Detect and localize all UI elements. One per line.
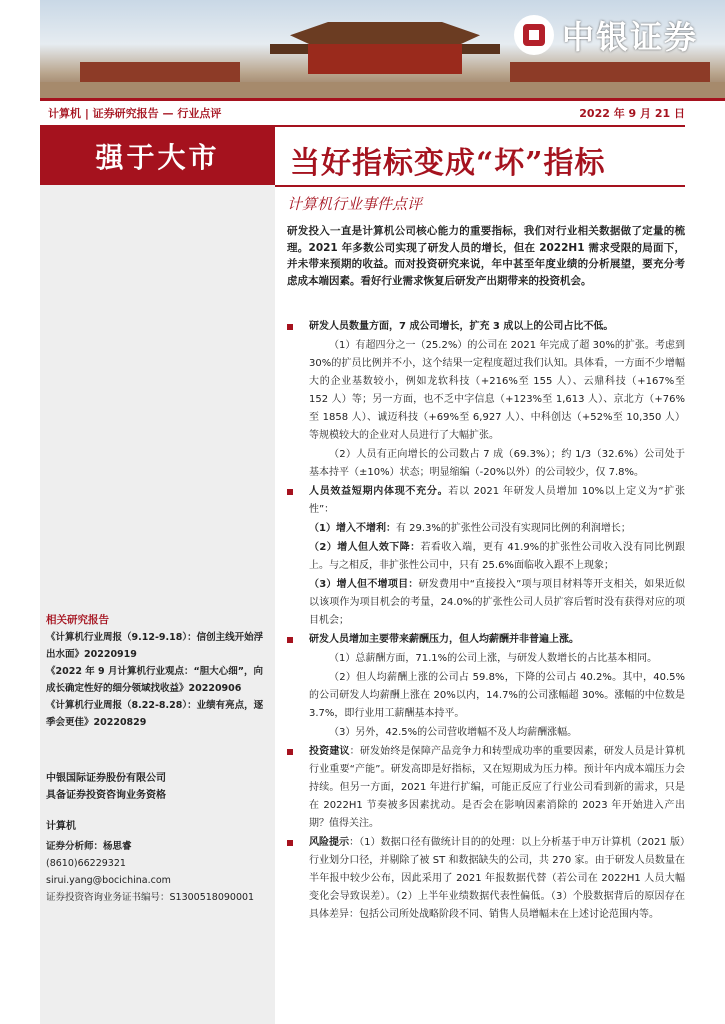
report-subtitle: 计算机行业事件点评: [287, 195, 423, 213]
industry-label: 计算机: [46, 821, 76, 832]
related-reports: [46, 612, 268, 731]
analyst-name: 证券分析师：杨思睿: [46, 841, 132, 852]
list-item: （1）增入不增利：有 29.3%的扩张性公司没有实现同比例的利润增长；: [309, 523, 631, 534]
related-report-link[interactable]: 《2022 年 9 月计算机行业观点：“胆大心细”，向成长确定性好的细分领域找收益》20220906: [46, 666, 263, 694]
paragraph: （2）但人均薪酬上涨的公司占 59.8%，下降的公司占 40.2%。其中，40.5%的公司研发人均薪酬上涨在 20%以内，14.7%的公司涨幅超 30%。涨幅的中位数是 3.7%，即行业用工薪酬基本持平。: [309, 672, 685, 719]
paragraph: （3）另外，42.5%的公司营收增幅不及人均薪酬涨幅。: [329, 727, 578, 738]
section-bullet: 风险提示：（1）数据口径有做统计目的的处理：以上分析基于申万计算机（2021 版）行业划分口径，并剔除了被 ST 和数据缺失的公司，共 270 家。由于研发人员数量在半年报中较少公布，因此采用了 2021 年报数据代替（若公司在 2022H1 人员大幅变化会导致误差）。（2）上半年业绩数据代表性偏低。（3）个股数据背后的原因存在具体差异：包括公司所处战略阶段不同、销售人员增幅未在上述讨论范围内等。: [287, 834, 685, 924]
palace-roof: [290, 22, 480, 44]
bullet-square-icon: [287, 840, 293, 846]
company-logo: [514, 12, 698, 58]
main-content: [287, 318, 685, 925]
paragraph: （1）有超四分之一（25.2%）的公司在 2021 年完成了超 30%的扩张。考虑到 30%的扩员比例并不小，这个结果一定程度超过我们认知。具体看，一方面不少增幅大的企业基数较小，例如龙软科技（+216%至 155 人）、云鼎科技（+167%至 152 人）等；另一方面，也不乏中字信息（+123%至 1,613 人）、京北方（+76%至 1858 人）、诚迈科技（+69%至 6,927 人）、中科创达（+52%至 10,350 人）等规模较大的企业对人员进行了大幅扩张。: [309, 340, 685, 441]
paragraph: （2）人员有正向增长的公司数占 7 成（69.3%）；约 1/3（32.6%）公司处于基本持平（±10%）状态；明显缩编（-20%以外）的公司较少，仅 7.8%。: [309, 449, 685, 478]
bullet-square-icon: [287, 324, 293, 330]
report-meta-bar: [40, 101, 685, 127]
report-title: 当好指标变成“坏”指标: [290, 146, 606, 181]
rating-badge: 强于大市: [40, 127, 275, 185]
bullet-square-icon: [287, 637, 293, 643]
bullet-square-icon: [287, 489, 293, 495]
section-bullet: 人员效益短期内体现不充分。若以 2021 年研发人员增加 10%以上定义为“扩张性”：: [287, 483, 685, 519]
related-report-link[interactable]: 《计算机行业周报（8.22-8.28）：业绩有亮点，逐季会更佳》20220829: [46, 700, 264, 728]
section-bullet: 研发人员数量方面，7 成公司增长，扩充 3 成以上的公司占比不低。: [287, 318, 685, 336]
paragraph: （1）总薪酬方面，71.1%的公司上涨，与研发人数增长的占比基本相同。: [329, 653, 658, 664]
report-date: 2022 年 9 月 21 日: [579, 107, 685, 120]
breadcrumb: 计算机 | 证券研究报告 — 行业点评: [48, 107, 222, 120]
palace-hall: [308, 44, 462, 74]
header-banner-image: [40, 0, 725, 98]
palace-courtyard: [40, 82, 725, 98]
list-item: （3）增人但不增项目：研发费用中“直接投入”项与项目材料等开支相关，如果近似以该项作为项目机会的考量，24.0%的扩张性公司人员扩容后暂时没有获得对应的项目机会；: [309, 579, 685, 626]
analyst-phone: (8610)66229321: [46, 858, 126, 869]
related-report-link[interactable]: 《计算机行业周报（9.12-9.18）：信创主线开始浮出水面》20220919: [46, 632, 264, 660]
analyst-cert: 证券投资咨询业务证书编号：S1300518090001: [46, 892, 255, 903]
section-bullet: 投资建议：研发始终是保障产品竞争力和转型成功率的重要因素，研发人员是计算机行业重要“产能”。研发高即是好指标，又在短期成为压力棒。预计年内成本端压力会持续。但另一方面，2021 年进行扩编，可能正反应了行业公司看到新的需求，只是在 2022H1 节奏被多因素扰动。是否会在影响因素消除的 2023 年开始进入产出期？值得关注。: [287, 743, 685, 833]
palace-side-building: [510, 62, 710, 84]
title-divider: [275, 185, 685, 187]
analyst-email[interactable]: sirui.yang@bocichina.com: [46, 875, 171, 886]
analyst-info: [46, 838, 254, 906]
logo-text: 中银证券: [562, 18, 699, 56]
company-qualification: 具备证券投资咨询业务资格: [46, 790, 166, 801]
related-reports-title: 相关研究报告: [46, 614, 109, 626]
company-name: 中银国际证券股份有限公司: [46, 773, 166, 784]
bullet-square-icon: [287, 749, 293, 755]
company-info: [46, 770, 166, 804]
list-item: （2）增人但人效下降：若看收入端，更有 41.9%的扩张性公司收入没有同比例跟上。与之相反，非扩张性公司中，只有 25.6%面临收入跟不上现象；: [309, 542, 685, 571]
palace-side-building: [80, 62, 240, 84]
section-bullet: 研发人员增加主要带来薪酬压力，但人均薪酬并非普遍上涨。: [287, 631, 685, 649]
summary-paragraph: 研发投入一直是计算机公司核心能力的重要指标，我们对行业相关数据做了定量的梳理。2021 年多数公司实现了研发人员的增长，但在 2022H1 需求受限的局面下，并未带来预期的收益。而对投资研究来说，年中甚至年度业绩的分析展望，要充分考虑成本端因素。看好行业需求恢复后研发产出期带来的投资机会。: [287, 225, 685, 287]
boc-logo-icon: [514, 15, 554, 55]
